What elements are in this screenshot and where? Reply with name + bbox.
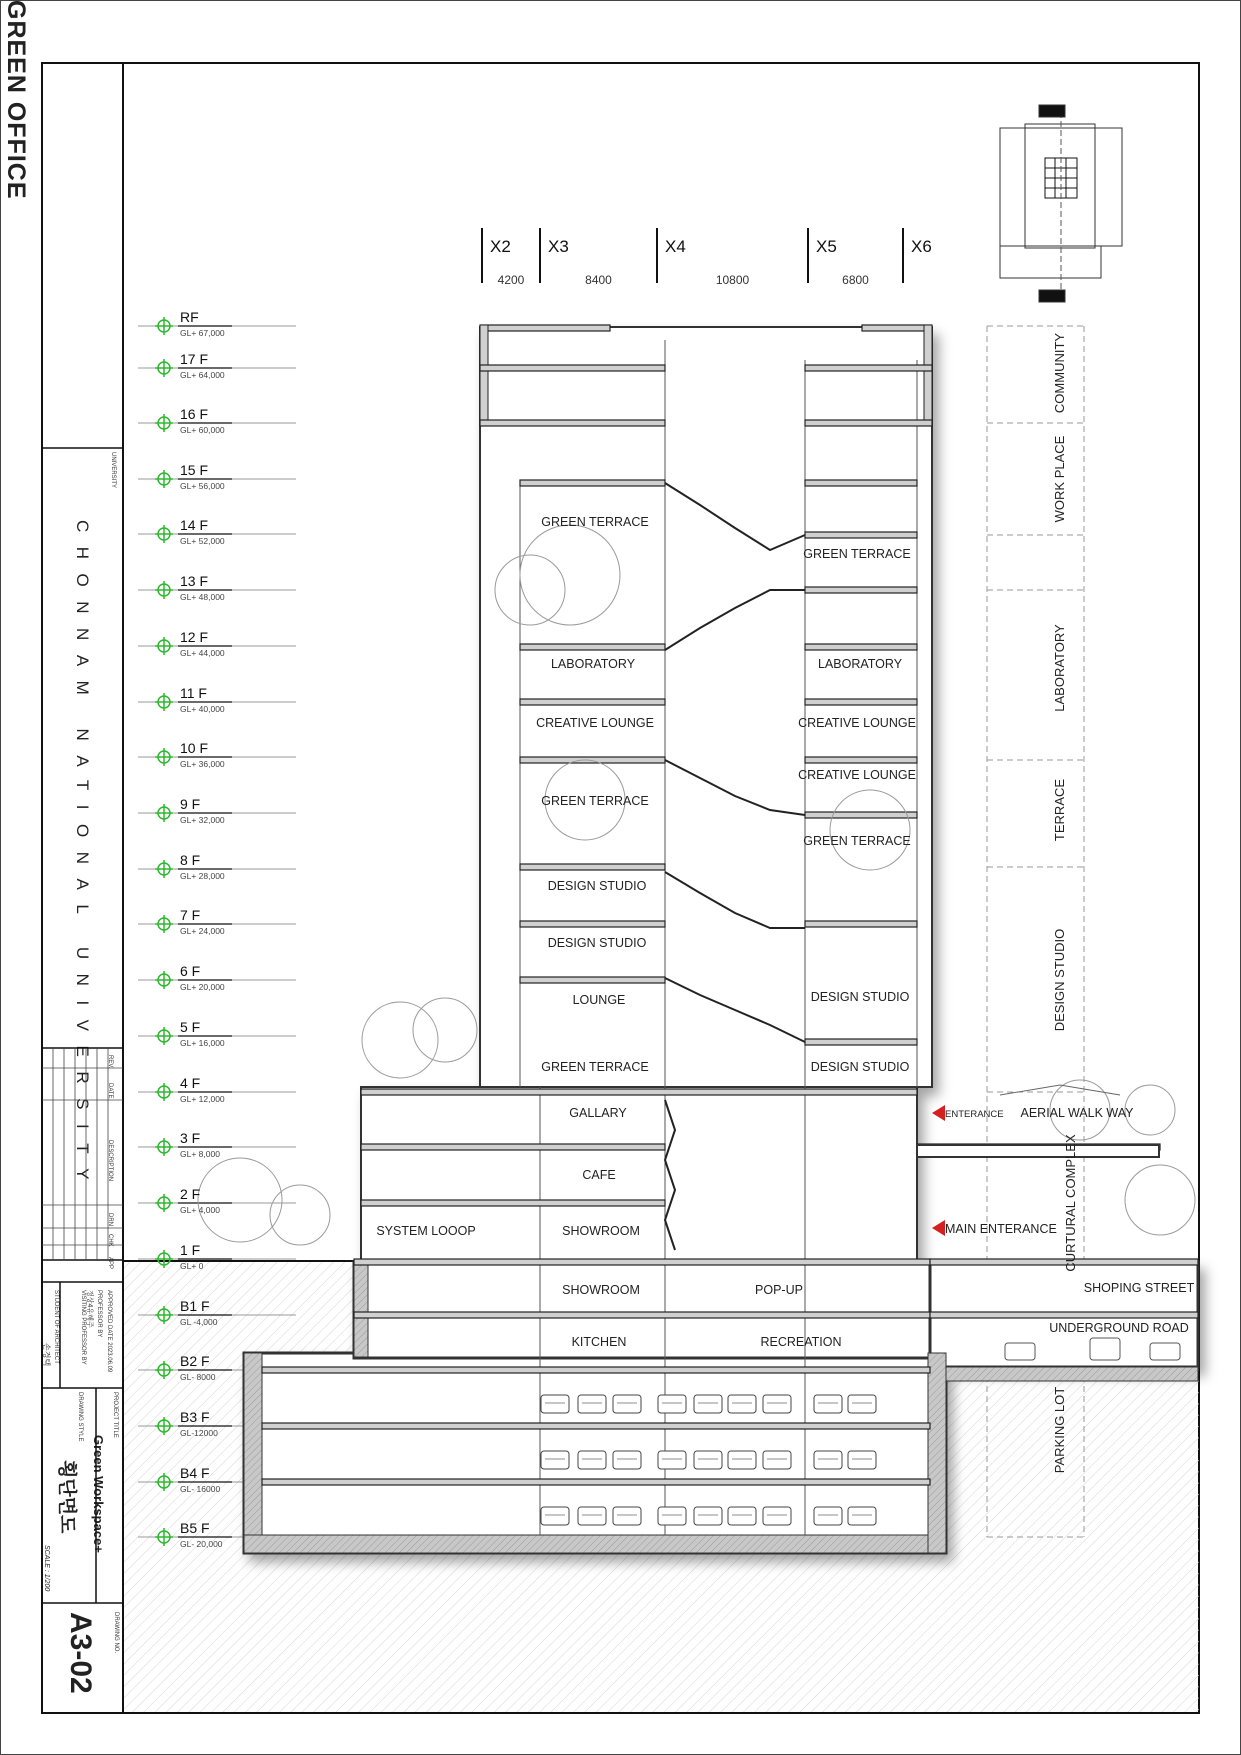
level-name: B4 F [180, 1465, 210, 1481]
zone-label: WORK PLACE [1052, 435, 1067, 523]
room-label: KITCHEN [571, 1335, 627, 1349]
entrance-arrow-main [932, 1220, 945, 1236]
room-label: SHOPING STREET [1083, 1281, 1195, 1295]
parked-car [763, 1451, 791, 1469]
slab [262, 1479, 930, 1485]
room-label: GREEN TERRACE [541, 794, 649, 808]
level-name: 15 F [180, 462, 209, 478]
zone-label: DESIGN STUDIO [1052, 928, 1067, 1032]
slab [520, 977, 665, 983]
slab [805, 587, 917, 593]
rev-header-chk: CHK [107, 1234, 113, 1247]
level-elevation: GL+ 60,000 [180, 425, 225, 435]
level-elevation: GL+ 40,000 [180, 704, 225, 714]
student-name: 손경택 [42, 1343, 51, 1367]
drawing-style: 횡단면도 [56, 1460, 77, 1534]
level-elevation: GL+ 56,000 [180, 481, 225, 491]
room-label: DESIGN STUDIO [810, 1060, 910, 1074]
room-label: LABORATORY [817, 657, 903, 671]
tower [480, 327, 932, 1087]
level-elevation: GL+ 0 [180, 1261, 204, 1271]
room-label: GREEN TERRACE [803, 834, 911, 848]
zone-label: PARKING LOT [1052, 1386, 1067, 1474]
entrance-arrows [932, 1105, 945, 1236]
room-label: DESIGN STUDIO [810, 990, 910, 1004]
room-label: AERIAL WALK WAY [1020, 1106, 1134, 1120]
rev-header-app: APP [107, 1257, 113, 1270]
level-elevation: GL+ 44,000 [180, 648, 225, 658]
level-name: 1 F [180, 1242, 201, 1258]
room-label: RECREATION [760, 1335, 842, 1349]
level-name: B5 F [180, 1520, 210, 1536]
level-elevation: GL- 16000 [180, 1484, 221, 1494]
level-elevation: GL- 20,000 [180, 1539, 223, 1549]
slab [805, 365, 932, 371]
scale-label: SCALE : 1/200 [43, 1545, 50, 1592]
level-elevation: GL- 8000 [180, 1372, 216, 1382]
level-elevation: GL+ 36,000 [180, 759, 225, 769]
level-elevation: GL+ 4,000 [180, 1205, 220, 1215]
zone-label: TERRACE [1052, 778, 1067, 842]
project-title-label: PROJECT TITLE [112, 1392, 118, 1438]
slab [805, 420, 932, 426]
level-name: 3 F [180, 1130, 201, 1146]
room-label: SHOWROOM [562, 1224, 640, 1238]
parked-car [728, 1507, 756, 1525]
room-label: CREATIVE LOUNGE [536, 716, 654, 730]
slab [520, 699, 665, 705]
slab [262, 1367, 930, 1373]
parked-car [814, 1451, 842, 1469]
grid-axis-label: X2 [490, 237, 511, 256]
level-name: 10 F [180, 740, 209, 756]
level-elevation: GL+ 32,000 [180, 815, 225, 825]
visiting-professor-label: VISITING PROFESSOR BY [80, 1290, 86, 1365]
grid-axis-label: X5 [816, 237, 837, 256]
slab [520, 864, 665, 870]
parked-car [578, 1507, 606, 1525]
parked-car [613, 1451, 641, 1469]
room-label: SYSTEM LOOOP [376, 1224, 476, 1238]
revision-table [42, 1048, 123, 1260]
slab [805, 532, 917, 538]
level-name: B1 F [180, 1298, 210, 1314]
parked-car [728, 1451, 756, 1469]
level-elevation: GL+ 16,000 [180, 1038, 225, 1048]
slab [354, 1312, 930, 1318]
level-elevation: GL+ 20,000 [180, 982, 225, 992]
level-elevation: GL+ 28,000 [180, 871, 225, 881]
parked-car [541, 1395, 569, 1413]
level-elevation: GL+ 52,000 [180, 536, 225, 546]
level-elevation: GL+ 64,000 [180, 370, 225, 380]
university-name: CHONNAM NATIONAL UNIVERSITY [73, 520, 92, 1194]
grid-axes [482, 228, 903, 283]
slab [520, 921, 665, 927]
room-label: GREEN TERRACE [803, 547, 911, 561]
grid-dimension: 8400 [585, 273, 612, 287]
key-plan [1000, 105, 1122, 302]
parked-car [613, 1507, 641, 1525]
parked-car [728, 1395, 756, 1413]
parked-car [658, 1451, 686, 1469]
slab [805, 644, 917, 650]
room-label: DESIGN STUDIO [547, 936, 647, 950]
title-block-grid [42, 448, 123, 1603]
parked-car [658, 1395, 686, 1413]
parked-car [814, 1507, 842, 1525]
drawing-no-label: DRAWING NO. [113, 1612, 119, 1654]
slab [480, 325, 610, 331]
parked-car [694, 1395, 722, 1413]
room-label: GREEN TERRACE [541, 1060, 649, 1074]
grid-axis-label: X6 [911, 237, 932, 256]
level-elevation: GL+ 48,000 [180, 592, 225, 602]
slab [520, 757, 665, 763]
level-name: 12 F [180, 629, 209, 645]
slab [480, 420, 665, 426]
level-elevation: GL+ 67,000 [180, 328, 225, 338]
aerial-walkway [917, 1085, 1159, 1157]
parked-car [814, 1395, 842, 1413]
level-name: 17 F [180, 351, 209, 367]
drawing-number: A3-02 [64, 1612, 97, 1694]
rev-header-description: DESCRIPTION [107, 1140, 113, 1182]
room-label: CREATIVE LOUNGE [798, 768, 916, 782]
grid-text [490, 237, 932, 287]
student-label: STUDENT OF ARCHITECT [53, 1290, 59, 1364]
level-name: 13 F [180, 573, 209, 589]
slab [354, 1259, 930, 1265]
grid-dimension: 4200 [497, 273, 525, 287]
grid-axis-label: X4 [665, 237, 686, 256]
zone-label: COMMUNITY [1052, 332, 1067, 414]
slab [805, 812, 917, 818]
slab [805, 1039, 917, 1045]
level-name: 4 F [180, 1075, 201, 1091]
slab [930, 1312, 1198, 1318]
room-label: LABORATORY [550, 657, 636, 671]
room-label: CAFE [582, 1168, 616, 1182]
parked-car [658, 1507, 686, 1525]
level-elevation: GL-12000 [180, 1428, 218, 1438]
slab [361, 1089, 917, 1095]
slab [480, 365, 665, 371]
level-name: 5 F [180, 1019, 201, 1035]
zone-label: CURTURAL COMPLEX [1063, 1134, 1078, 1272]
parked-car [578, 1395, 606, 1413]
level-name: RF [180, 309, 199, 325]
room-label: GALLARY [569, 1106, 627, 1120]
basement-b1-b2 [354, 1262, 930, 1358]
zone-label: LABORATORY [1052, 624, 1067, 712]
room-label: DESIGN STUDIO [547, 879, 647, 893]
grid-axis-label: X3 [548, 237, 569, 256]
slab [262, 1423, 930, 1429]
slab [862, 325, 932, 331]
level-elevation: GL -4,000 [180, 1317, 218, 1327]
professor-name: 정상4유해주 [86, 1290, 93, 1328]
slab [924, 325, 932, 425]
parked-car [541, 1507, 569, 1525]
project-title: Green Workspace+ [91, 1435, 106, 1553]
rev-header-date: DATE [107, 1083, 113, 1099]
level-name: 7 F [180, 907, 201, 923]
level-name: 2 F [180, 1186, 201, 1202]
slab [361, 1200, 665, 1206]
room-label: LOUNGE [572, 993, 626, 1007]
university-small-label: UNIVERSITY [110, 452, 116, 489]
slab [805, 699, 917, 705]
level-name: 11 F [180, 685, 207, 701]
parked-car [848, 1507, 876, 1525]
rev-header-rev: REV. [107, 1055, 113, 1069]
room-label: SHOWROOM [562, 1283, 640, 1297]
parked-car [613, 1395, 641, 1413]
drawing-style-label: DRAWING STYLE [77, 1392, 83, 1442]
grid-dimension: 6800 [842, 273, 869, 287]
room-label: UNDERGROUND ROAD [1049, 1321, 1189, 1335]
professor-label: PROFESSOR BY [96, 1290, 102, 1338]
parked-car [578, 1451, 606, 1469]
level-name: 9 F [180, 796, 201, 812]
entrance-arrow-upper [932, 1105, 945, 1121]
slab [480, 325, 488, 425]
level-name: 8 F [180, 852, 201, 868]
level-name: 6 F [180, 963, 201, 979]
level-name: 16 F [180, 406, 209, 422]
level-elevation: GL+ 12,000 [180, 1094, 225, 1104]
main-entrance-label: MAIN ENTERANCE [945, 1222, 1057, 1236]
slab [520, 480, 665, 486]
level-elevation: GL+ 8,000 [180, 1149, 220, 1159]
room-label: POP-UP [755, 1283, 803, 1297]
slab [520, 644, 665, 650]
parked-car [763, 1507, 791, 1525]
level-name: B2 F [180, 1353, 210, 1369]
level-name: B3 F [180, 1409, 210, 1425]
rev-header-drn: DRN [107, 1213, 113, 1226]
parked-car [763, 1395, 791, 1413]
parked-car [541, 1451, 569, 1469]
slab [805, 757, 917, 763]
parked-car [694, 1507, 722, 1525]
parked-car [848, 1395, 876, 1413]
approved-date: APPROVED DATE 2023.06.09 [106, 1290, 112, 1373]
level-name: 14 F [180, 517, 209, 533]
level-elevation: GL+ 24,000 [180, 926, 225, 936]
entrance-label: ENTERANCE [945, 1109, 1004, 1120]
room-label: CREATIVE LOUNGE [798, 716, 916, 730]
parked-car [848, 1451, 876, 1469]
parked-car [694, 1451, 722, 1469]
room-label: GREEN TERRACE [541, 515, 649, 529]
slab [805, 921, 917, 927]
slab [805, 480, 917, 486]
grid-dimension: 10800 [715, 273, 750, 287]
slab [361, 1144, 665, 1150]
